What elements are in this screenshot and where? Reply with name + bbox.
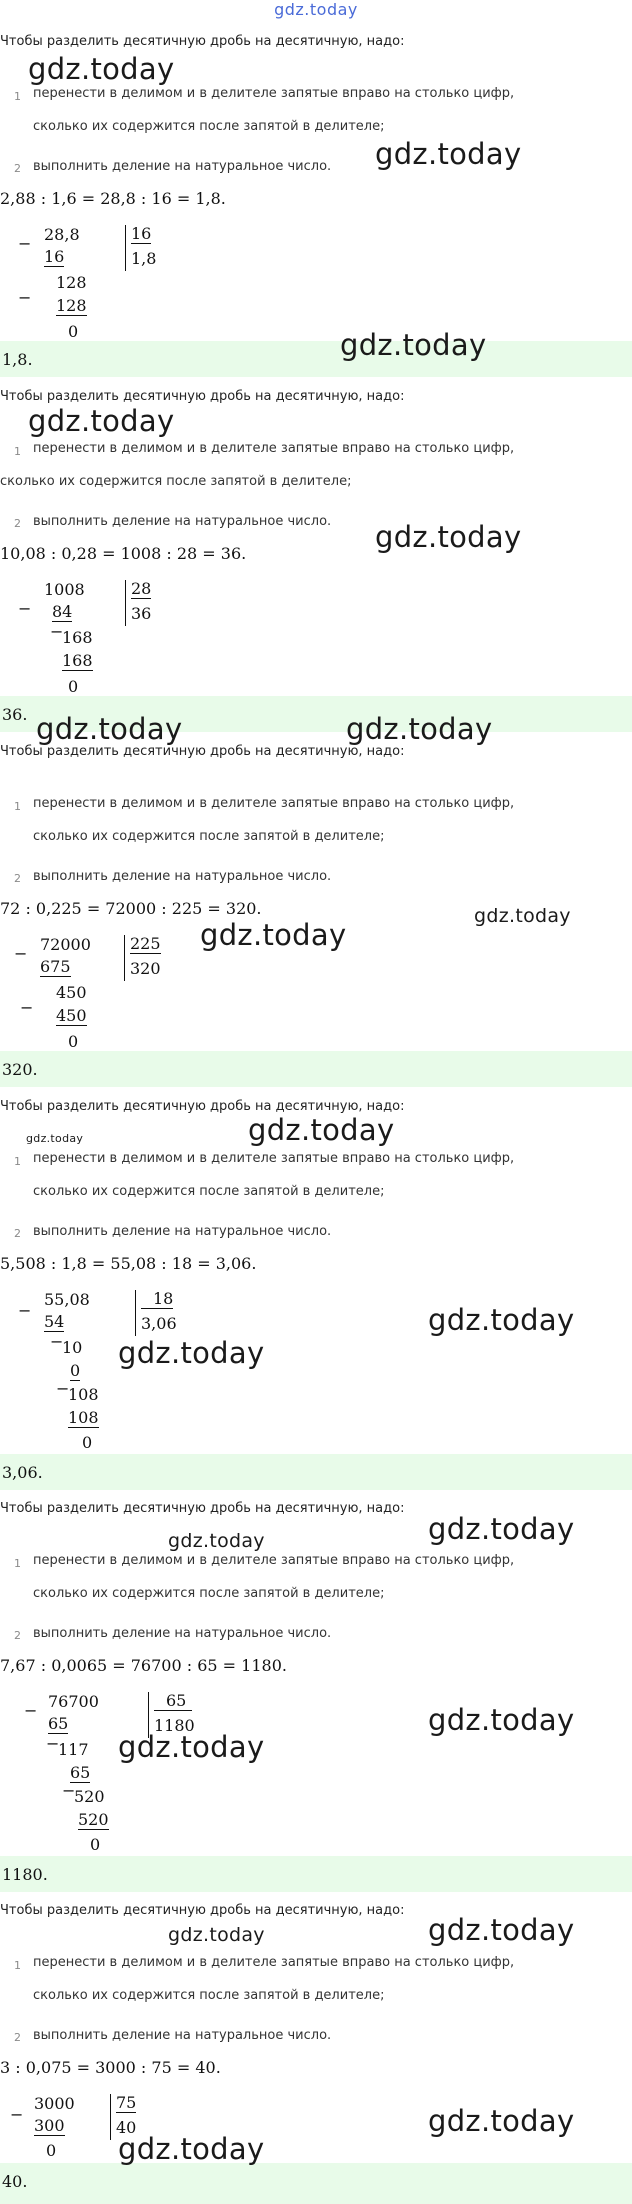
dividend: 1008 xyxy=(44,580,85,599)
minus-sign: − xyxy=(18,234,32,253)
step-number-2: 2 xyxy=(14,872,21,885)
step-1-text-line-1: перенести в делимом и в делителе запятые вправо на столько цифр, xyxy=(33,1955,515,1970)
answer-bar xyxy=(0,341,632,377)
watermark: gdz.today xyxy=(375,137,522,171)
equation: 5,508 : 1,8 = 55,08 : 18 = 3,06. xyxy=(0,1254,257,1273)
watermark: gdz.today xyxy=(346,712,493,746)
watermark: gdz.today xyxy=(118,1730,265,1764)
step-1-text-line-1: перенести в делимом и в делителе запятые вправо на столько цифр, xyxy=(33,796,515,811)
division-bar xyxy=(125,225,126,271)
minus-sign: − xyxy=(18,1301,32,1320)
answer: 320. xyxy=(2,1060,38,1079)
minus-sign: − xyxy=(10,2105,24,2124)
instruction-intro: Чтобы разделить десятичную дробь на десятичную, надо: xyxy=(0,389,405,404)
divisor: 16 xyxy=(131,224,152,243)
watermark: gdz.today xyxy=(428,1512,575,1546)
remainder: 128 xyxy=(56,273,87,292)
step-1-text-line-2: сколько их содержится после запятой в делителе; xyxy=(33,1586,385,1601)
step-1-text-line-1: перенести в делимом и в делителе запятые вправо на столько цифр, xyxy=(33,86,515,101)
subtrahend: 520 xyxy=(78,1810,109,1829)
watermark: gdz.today xyxy=(28,52,175,86)
step-2-text: выполнить деление на натуральное число. xyxy=(33,159,332,174)
minus-sign: − xyxy=(18,599,32,618)
step-2-text: выполнить деление на натуральное число. xyxy=(33,1626,332,1641)
minus-sign: − xyxy=(20,998,34,1017)
remainder: 168 xyxy=(62,628,93,647)
step-1-text-line-2: сколько их содержится после запятой в делителе; xyxy=(33,119,385,134)
final-remainder: 0 xyxy=(68,322,79,341)
step-1-text-line-2: сколько их содержится после запятой в делителе; xyxy=(33,1184,385,1199)
watermark: gdz.today xyxy=(428,1703,575,1737)
equation: 10,08 : 0,28 = 1008 : 28 = 36. xyxy=(0,544,247,563)
equation: 7,67 : 0,0065 = 76700 : 65 = 1180. xyxy=(0,1656,287,1675)
final-remainder: 0 xyxy=(68,677,79,696)
step-number-1: 1 xyxy=(14,1155,21,1168)
instruction-intro: Чтобы разделить десятичную дробь на десятичную, надо: xyxy=(0,1099,405,1114)
step-2-text: выполнить деление на натуральное число. xyxy=(33,1224,332,1239)
watermark: gdz.today xyxy=(36,712,183,746)
remainder: 10 xyxy=(62,1338,83,1357)
remainder: 108 xyxy=(68,1385,99,1404)
watermark: gdz.today xyxy=(28,404,175,438)
subtrahend: 65 xyxy=(48,1714,69,1733)
watermark: gdz.today xyxy=(26,1132,84,1145)
step-number-2: 2 xyxy=(14,1629,21,1642)
watermark: gdz.today xyxy=(428,2104,575,2138)
quotient: 3,06 xyxy=(141,1314,177,1333)
watermark: gdz.today xyxy=(428,1303,575,1337)
equation: 2,88 : 1,6 = 28,8 : 16 = 1,8. xyxy=(0,189,226,208)
final-remainder: 0 xyxy=(46,2141,57,2160)
divisor: 225 xyxy=(130,934,161,953)
subtrahend: 0 xyxy=(70,1361,81,1380)
watermark: gdz.today xyxy=(118,2132,265,2166)
step-number-1: 1 xyxy=(14,90,21,103)
watermark: gdz.today xyxy=(200,918,347,952)
minus-sign: − xyxy=(14,944,28,963)
remainder: 520 xyxy=(74,1787,105,1806)
final-remainder: 0 xyxy=(90,1835,101,1854)
division-bar xyxy=(135,1290,136,1336)
quotient: 36 xyxy=(131,604,152,623)
answer-bar xyxy=(0,1051,632,1087)
instruction-intro: Чтобы разделить десятичную дробь на десятичную, надо: xyxy=(0,1903,405,1918)
answer-bar xyxy=(0,2163,632,2204)
watermark: gdz.today xyxy=(118,1336,265,1370)
step-number-2: 2 xyxy=(14,2031,21,2044)
minus-sign: − xyxy=(50,1332,64,1351)
remainder: 450 xyxy=(56,983,87,1002)
watermark: gdz.today xyxy=(428,1913,575,1947)
subtrahend: 675 xyxy=(40,957,71,976)
dividend: 3000 xyxy=(34,2094,75,2113)
subtrahend: 450 xyxy=(56,1006,87,1025)
equation: 72 : 0,225 = 72000 : 225 = 320. xyxy=(0,899,262,918)
quotient: 320 xyxy=(130,959,161,978)
step-number-1: 1 xyxy=(14,800,21,813)
dividend: 55,08 xyxy=(44,1290,90,1309)
quotient: 1180 xyxy=(154,1716,195,1735)
divisor: 28 xyxy=(131,579,152,598)
step-2-text: выполнить деление на натуральное число. xyxy=(33,869,332,884)
answer-bar xyxy=(0,1454,632,1490)
step-1-text-line-1: перенести в делимом и в делителе запятые вправо на столько цифр, xyxy=(33,1553,515,1568)
answer: 1,8. xyxy=(2,350,33,369)
step-1-text-line-2: сколько их содержится после запятой в делителе; xyxy=(33,1988,385,2003)
divisor: 75 xyxy=(116,2093,137,2112)
watermark: gdz.today xyxy=(340,328,487,362)
minus-sign: − xyxy=(62,1781,76,1800)
answer: 3,06. xyxy=(2,1463,43,1482)
division-bar xyxy=(110,2094,111,2140)
step-number-1: 1 xyxy=(14,1557,21,1570)
subtrahend: 65 xyxy=(70,1763,91,1782)
step-1-text-line-1: перенести в делимом и в делителе запятые вправо на столько цифр, xyxy=(33,441,515,456)
step-1-text-line-2: сколько их содержится после запятой в делителе; xyxy=(33,829,385,844)
step-2-text: выполнить деление на натуральное число. xyxy=(33,2028,332,2043)
division-bar xyxy=(125,580,126,626)
subtrahend: 108 xyxy=(68,1408,99,1427)
final-remainder: 0 xyxy=(82,1433,93,1452)
subtrahend: 168 xyxy=(62,651,93,670)
subtrahend: 84 xyxy=(52,602,73,621)
step-number-2: 2 xyxy=(14,1227,21,1240)
subtrahend: 54 xyxy=(44,1312,65,1331)
subtrahend: 300 xyxy=(34,2116,65,2135)
subtrahend: 128 xyxy=(56,296,87,315)
minus-sign: − xyxy=(46,1734,60,1753)
step-number-2: 2 xyxy=(14,162,21,175)
answer: 1180. xyxy=(2,1865,48,1884)
dividend: 72000 xyxy=(40,935,91,954)
minus-sign: − xyxy=(56,1379,70,1398)
instruction-intro: Чтобы разделить десятичную дробь на десятичную, надо: xyxy=(0,34,405,49)
watermark: gdz.today xyxy=(474,905,571,927)
answer-bar xyxy=(0,1856,632,1892)
watermark: gdz.today xyxy=(375,520,522,554)
quotient: 1,8 xyxy=(131,249,157,268)
step-2-text: выполнить деление на натуральное число. xyxy=(33,514,332,529)
final-remainder: 0 xyxy=(68,1032,79,1051)
minus-sign: − xyxy=(18,288,32,307)
watermark: gdz.today xyxy=(248,1113,395,1147)
equation: 3 : 0,075 = 3000 : 75 = 40. xyxy=(0,2058,221,2077)
divisor: 65 xyxy=(154,1692,192,1711)
divisor: 18 xyxy=(141,1290,173,1309)
dividend: 28,8 xyxy=(44,225,80,244)
quotient: 40 xyxy=(116,2118,137,2137)
remainder: 117 xyxy=(58,1740,89,1759)
minus-sign: − xyxy=(24,1701,38,1720)
step-1-text-line-2: сколько их содержится после запятой в делителе; xyxy=(0,474,352,489)
subtrahend: 16 xyxy=(44,247,65,266)
dividend: 76700 xyxy=(48,1692,99,1711)
step-number-1: 1 xyxy=(14,445,21,458)
watermark: gdz.today xyxy=(168,1924,265,1946)
instruction-intro: Чтобы разделить десятичную дробь на десятичную, надо: xyxy=(0,744,405,759)
step-1-text-line-1: перенести в делимом и в делителе запятые вправо на столько цифр, xyxy=(33,1151,515,1166)
site-logo[interactable]: gdz.today xyxy=(274,0,358,19)
watermark: gdz.today xyxy=(168,1530,265,1552)
instruction-intro: Чтобы разделить десятичную дробь на десятичную, надо: xyxy=(0,1501,405,1516)
answer: 40. xyxy=(2,2172,28,2191)
minus-sign: − xyxy=(50,622,64,641)
answer: 36. xyxy=(2,705,28,724)
step-number-2: 2 xyxy=(14,517,21,530)
division-bar xyxy=(124,935,125,981)
step-number-1: 1 xyxy=(14,1959,21,1972)
